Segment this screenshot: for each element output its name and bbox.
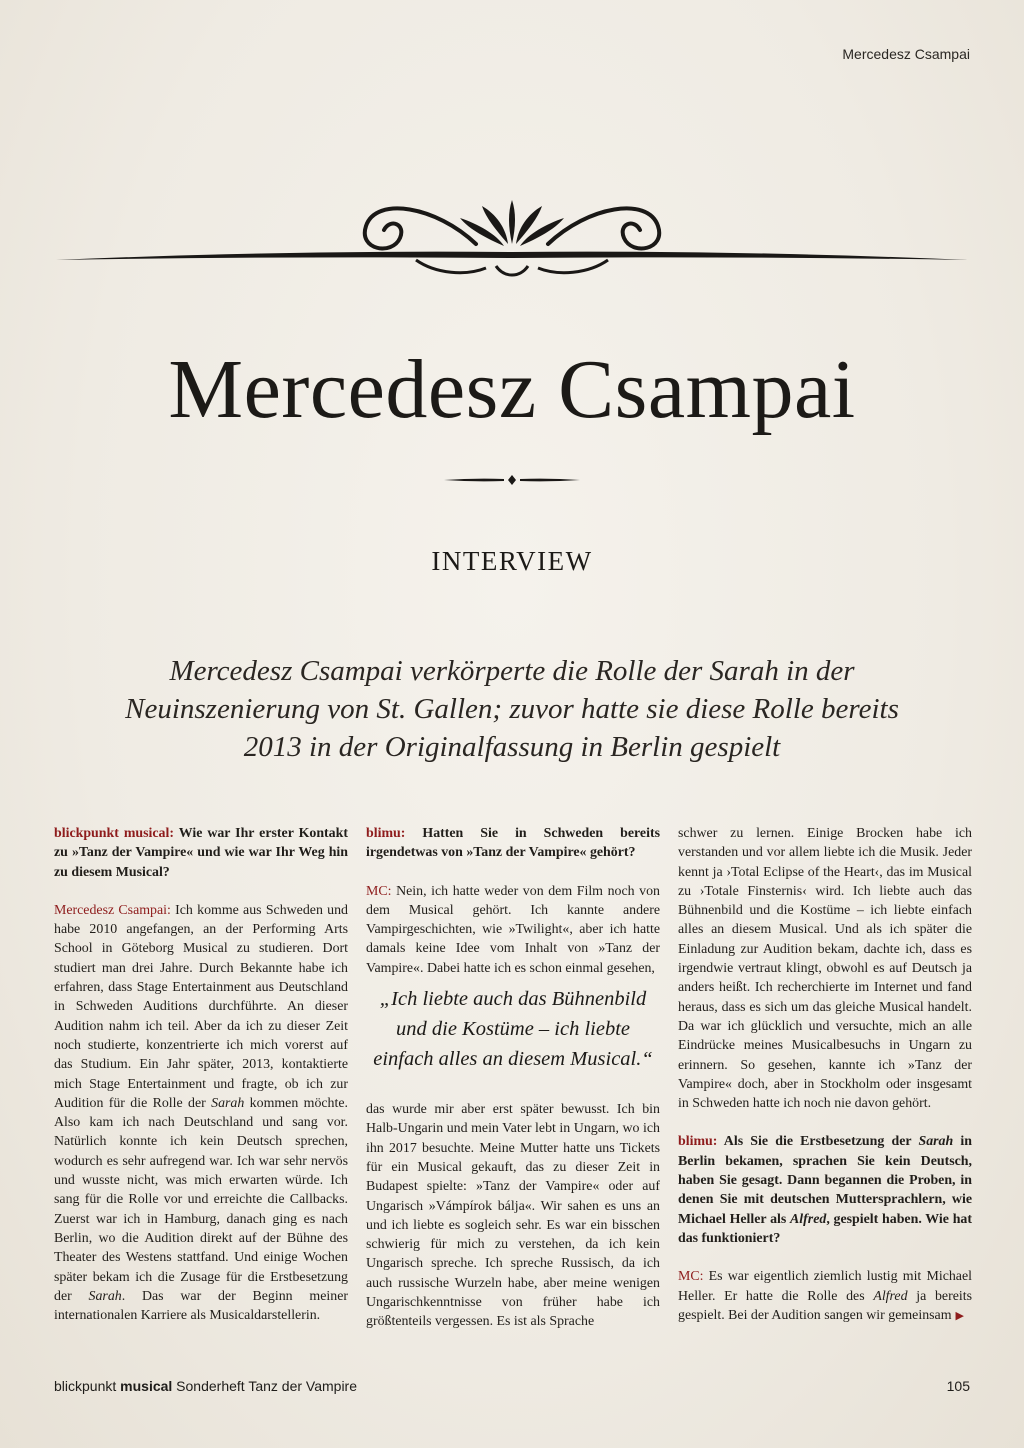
triangle-right-icon: ▶ <box>955 1309 964 1322</box>
answer-paragraph <box>366 882 660 978</box>
answer-paragraph-continued: schwer zu lernen. Einige Brocken habe ich verstanden und vor allem liebte ich die Musik. Jeder kennt ja ›Total Eclipse of the Heart‹, das im Musical zu ›Totale Finsternis‹ wird. Ich liebte auch das Bühnenbild und die Kostüme – ich liebte einfach alles an diesem Musical. Und als ich später die Einladung zur Audition bekam, dachte ich, dass es irgendwie vertraut klingt, obwohl es auf Deutsch ja anders heißt. Ich recherchierte im Internet und fand heraus, dass es sich um das gleiche Musical handelt. Da war ich glücklich und versuchte, mich an alle Eindrücke meines Musicalbesuchs in Ungarn zu erinnern. So gesehen, kannte ich »Tanz der Vampire« doch, aber in Stockholm oder insgesamt in Schweden hatte ich noch nie davon gehört. <box>678 826 972 1112</box>
running-title: Mercedesz Csampai <box>842 46 970 62</box>
text-column-1 <box>54 824 348 1344</box>
speaker-label: blickpunkt musical: <box>54 826 174 841</box>
speaker-label: MC: <box>678 1269 704 1285</box>
page-number: 105 <box>946 1378 970 1394</box>
question-paragraph <box>678 1132 972 1248</box>
flourish-ornament-icon <box>56 196 968 286</box>
magazine-name-bold: musical <box>120 1378 173 1394</box>
question-text: Wie war Ihr erster Kontakt zu »Tanz der Vampire« und wie war Ihr Weg hin zu diesem Musical? <box>54 826 348 880</box>
role-name: Sarah <box>88 1288 122 1304</box>
pull-quote: „Ich liebte auch das Bühnenbild und die Kostüme – ich liebte einfach alles an diesem Musical.“ <box>373 988 653 1071</box>
speaker-label: MC: <box>366 883 392 899</box>
section-label: INTERVIEW <box>431 546 593 576</box>
question-text: Hatten Sie in Schweden bereits irgendetwas von »Tanz der Vampire« gehört? <box>366 826 660 861</box>
question-paragraph <box>366 824 660 863</box>
role-name: Alfred <box>790 1211 827 1227</box>
speaker-label: Mercedesz Csampai: <box>54 902 171 918</box>
answer-text: ja bereits gespielt. Bei der Audition sangen wir gemeinsam <box>678 1288 973 1323</box>
question-paragraph <box>54 824 348 882</box>
speaker-label: blimu: <box>366 826 406 841</box>
answer-text: Es war eigentlich ziemlich lustig mit Michael Heller. Er hatte die Rolle des <box>678 1269 972 1304</box>
footer-magazine <box>54 1378 357 1394</box>
question-text: , gespielt haben. Wie hat das funktioniert? <box>678 1211 972 1246</box>
answer-paragraph-continued: das wurde mir aber erst später bewusst. Ich bin Halb-Ungarin und mein Vater lebt in Ungarn, wo ich ihn 2017 besuchte. Meine Mutter hatte uns Tickets für ein Musical gekauft, das zu dieser Zeit in Budapest spielte: »Tanz der Vampire« oder auf Ungarisch »Vámpírok bálja«. Wir sahen es uns an und ich liebte es sogleich sehr. Es war ein bisschen schwierig für mich zu verstehen, da ich kein Ungarisch spreche. Ich spreche Russisch, da ich auch russische Wurzeln habe, aber meine wenigen Ungarischkenntnisse von früher habe ich größtenteils vergessen. Es ist als Sprache <box>366 1102 660 1330</box>
magazine-name-plain: blickpunkt <box>54 1378 121 1394</box>
issue-title: Sonderheft Tanz der Vampire <box>172 1378 357 1394</box>
answer-text: . Das war der Beginn meiner internationalen Karriere als Musicaldarstellerin. <box>54 1288 348 1324</box>
role-name: Sarah <box>211 1095 245 1111</box>
article-title: Mercedesz Csampai <box>168 343 856 436</box>
question-text: Als Sie die Erstbesetzung der <box>717 1134 919 1150</box>
question-text: in Berlin bekamen, sprachen Sie kein Deutsch, haben Sie gesagt. Dann begannen die Proben, in denen Sie mit deutschen Muttersprachlern, wie Michael Heller als <box>678 1134 972 1227</box>
answer-text: Nein, ich hatte weder von dem Film noch von dem Musical gehört. Ich kannte andere Vampirgeschichten, wie »Twilight«, aber ich hatte damals keine Idee vom Inhalt von »Tanz der Vampire«. Dabei hatte ich es schon einmal gesehen, <box>366 883 660 976</box>
role-name: Alfred <box>873 1288 908 1304</box>
answer-paragraph <box>54 901 348 1326</box>
answer-text: Ich komme aus Schweden und habe 2010 angefangen, an der Performing Arts School in Göteborg Musical zu studieren. Dort studiert man drei Jahre. Durch Bekannte habe ich erfahren, dass Stage Entertainment aus Deutschland in Schweden Auditions durchführte. An dieser Audition nahm ich teil. Aber da ich zu dieser Zeit noch studierte, konzentrierte ich mich vorerst auf das Studium. Ein Jahr später, 2013, kontaktierte mich Stage Entertainment und fragte, ob ich zur Audition für die Rolle der <box>54 902 348 1111</box>
divider-ornament-icon <box>444 472 580 488</box>
answer-text: kommen möchte. Also kam ich nach Deutschland und sang vor. Natürlich konnte ich kein Deutsch sprechen, wodurch es sehr aufregend war. Ich war sehr nervös und wusste nicht, was mich erwarten würde. Ich sang für die Rolle vor und erreichte die Callbacks. Zuerst war ich in Hamburg, danach ging es nach Berlin, wo die Audition direkt auf der Bühne des Theater des Westens stattfand. Und einige Wochen später bekam ich die Zusage für die Erstbesetzung der <box>54 1095 348 1304</box>
text-column-3 <box>678 824 972 1345</box>
speaker-label: blimu: <box>678 1134 718 1150</box>
text-column-2 <box>366 824 660 1351</box>
lead-paragraph: Mercedesz Csampai verkörperte die Rolle der Sarah in der Neuinszenierung von St. Gallen; zuvor hatte sie diese Rolle bereits 2013 in der Originalfassung in Berlin gespielt <box>125 655 899 763</box>
role-name: Sarah <box>918 1134 954 1150</box>
answer-paragraph <box>678 1267 972 1326</box>
